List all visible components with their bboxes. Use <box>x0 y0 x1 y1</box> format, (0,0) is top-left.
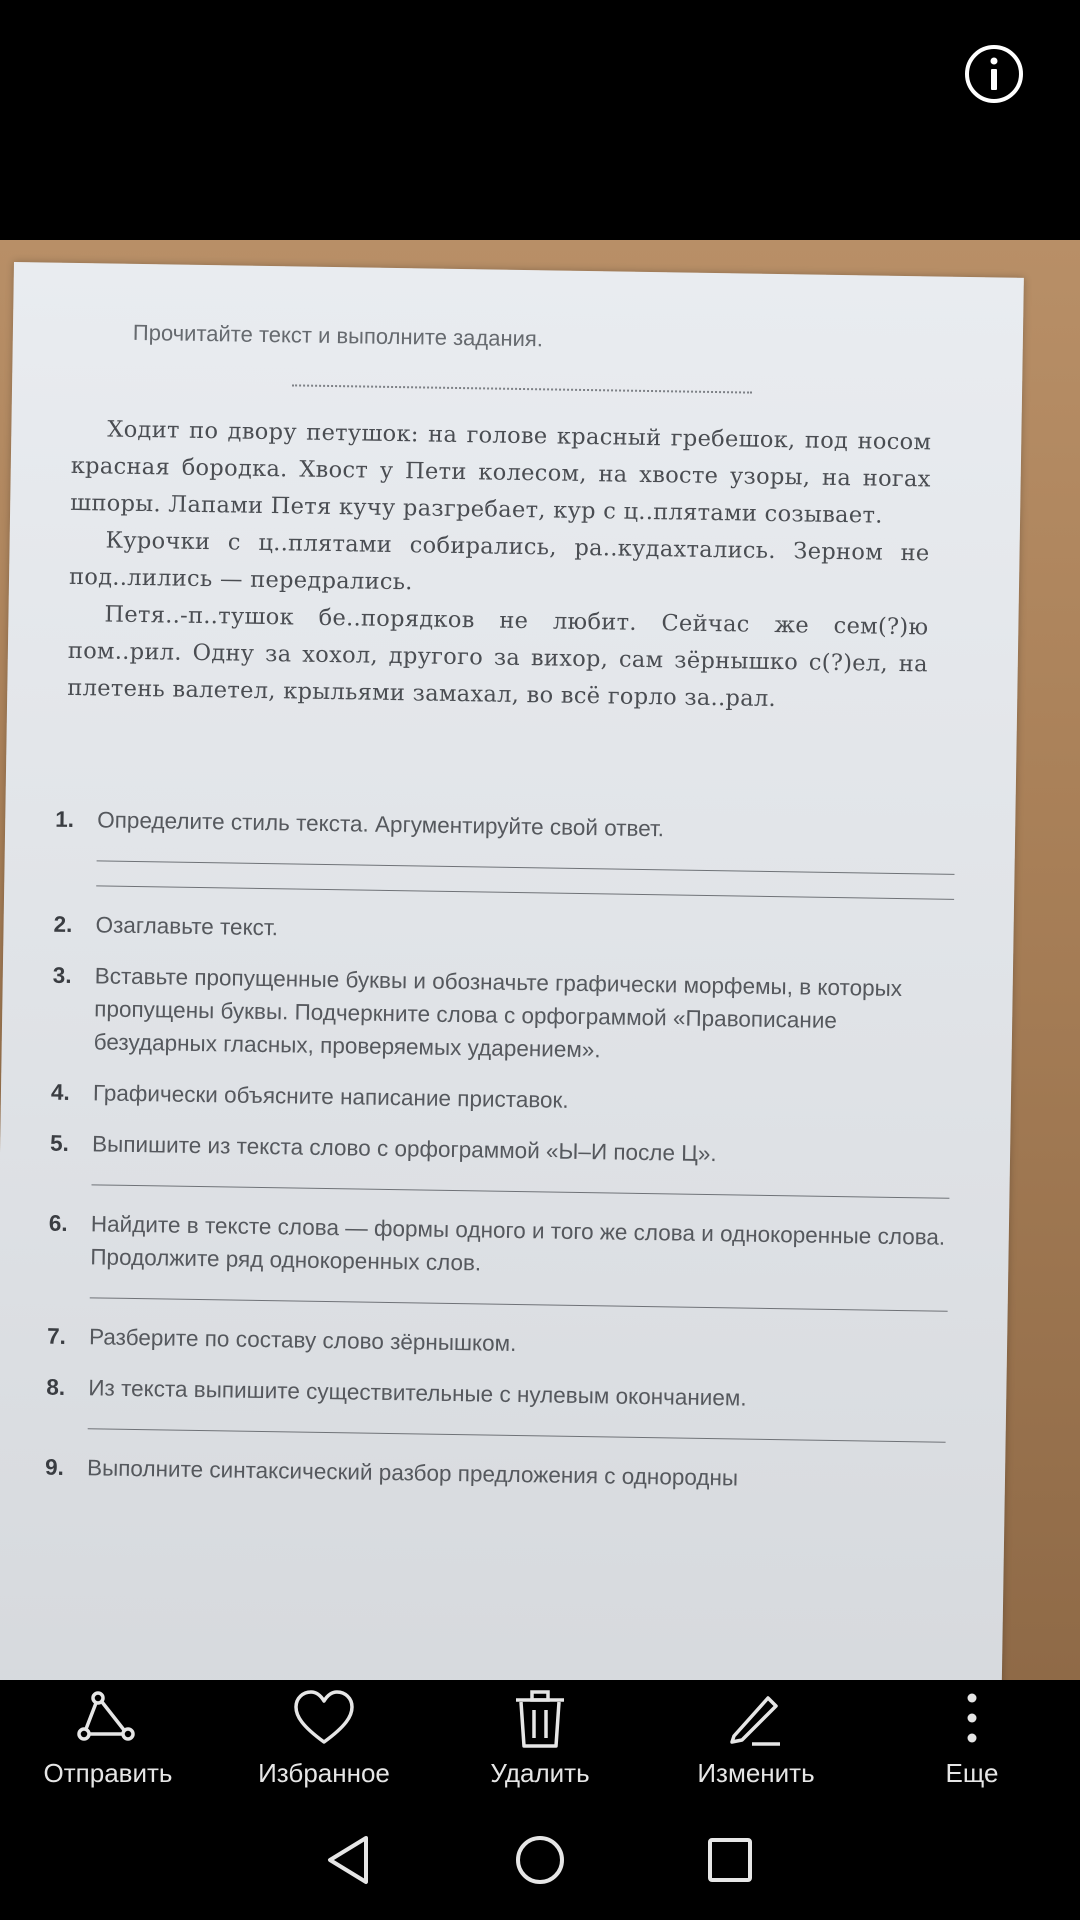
info-icon <box>962 42 1026 106</box>
task-item <box>53 908 953 955</box>
task-item <box>51 1076 951 1123</box>
system-navigation-bar <box>0 1800 1080 1920</box>
more-button[interactable] <box>864 1680 1080 1800</box>
task-item <box>52 959 953 1072</box>
answer-line <box>92 1184 950 1198</box>
task-item <box>55 803 955 850</box>
home-icon <box>512 1832 568 1888</box>
story-paragraph: Курочки с ц..плятами собирались, ра..кудахтались. Зерном не под..лились — передрались. <box>68 527 930 596</box>
answer-line <box>97 860 955 874</box>
back-icon <box>322 1832 378 1888</box>
task-number: 7. <box>46 1323 67 1349</box>
task-number: 4. <box>50 1079 70 1105</box>
trash-icon <box>508 1688 572 1752</box>
task-number: 8. <box>46 1374 66 1400</box>
edit-label: Изменить <box>697 1758 815 1788</box>
delete-label: Удалить <box>490 1758 590 1788</box>
task-text: Выпишите из текста слово с орфограммой «Ы–И после Ц». <box>91 1131 717 1167</box>
task-item <box>47 1320 947 1367</box>
task-text: Разберите по составу слово зёрнышком. <box>88 1324 517 1357</box>
answer-line <box>88 1428 946 1442</box>
send-button[interactable] <box>0 1680 216 1800</box>
share-icon <box>76 1688 140 1752</box>
heart-icon <box>292 1688 356 1752</box>
worksheet-heading: Прочитайте текст и выполните задания. <box>132 319 544 352</box>
back-button[interactable] <box>255 1810 445 1910</box>
pencil-icon <box>724 1688 788 1752</box>
favorite-label: Избранное <box>258 1758 390 1788</box>
worksheet-paper <box>0 262 1024 1680</box>
task-number: 6. <box>48 1210 68 1236</box>
info-button[interactable] <box>962 42 1026 106</box>
more-label: Еще <box>945 1758 999 1788</box>
home-button[interactable] <box>445 1810 635 1910</box>
task-item <box>46 1371 946 1418</box>
task-text: Вставьте пропущенные буквы и обозначьте графически морфемы, в которых пропущены буквы. Подчеркните слова с орфограммой «Правописание безударных гласных, проверяемых ударением». <box>93 963 903 1063</box>
delete-button[interactable] <box>432 1680 648 1800</box>
answer-line <box>96 885 954 899</box>
task-number: 5. <box>49 1130 70 1156</box>
task-text: Найдите в тексте слова — формы одного и того же слова и однокоренные слова. Продолжите ряд однокоренных слов. <box>90 1211 946 1276</box>
task-text: Из текста выпишите существительные с нулевым окончанием. <box>88 1375 747 1411</box>
task-number: 2. <box>53 911 73 937</box>
task-list <box>45 803 956 1516</box>
recents-button[interactable] <box>635 1810 825 1910</box>
edit-button[interactable] <box>648 1680 864 1800</box>
task-item <box>45 1451 945 1498</box>
dotted-divider <box>292 384 752 393</box>
story-paragraph: Ходит по двору петушок: на голове красный гребешок, под носом красная бородка. Хвост у Пети колесом, на хвосте узоры, на ногах шпоры. Лапами Петя кучу разгребает, кур с ц..плятами созывает. <box>70 416 932 529</box>
task-number: 1. <box>55 806 75 833</box>
favorite-button[interactable] <box>216 1680 432 1800</box>
task-text: Определите стиль текста. Аргументируйте свой ответ. <box>97 807 665 842</box>
task-number: 9. <box>44 1454 65 1480</box>
task-text: Графически объясните написание приставок. <box>92 1080 569 1113</box>
task-text: Выполните синтаксический разбор предложения с однородны <box>86 1455 739 1491</box>
send-label: Отправить <box>43 1758 173 1788</box>
story-paragraph: Петя..-п..тушок бе..порядков не любит. Сейчас же сем(?)ю пом..рил. Одну за хохол, другого за вихор, сам зёрнышко с(?)ел, на плетень валетел, крыльями замахал, во всё горло за..рал. <box>67 601 929 713</box>
action-toolbar <box>0 1680 1080 1800</box>
task-item <box>50 1127 950 1174</box>
answer-line <box>90 1297 948 1311</box>
photo-viewer[interactable] <box>0 240 1080 1680</box>
task-text: Озаглавьте текст. <box>95 912 279 941</box>
task-item <box>48 1207 949 1287</box>
more-vertical-icon <box>940 1688 1004 1752</box>
story-text <box>67 411 932 720</box>
recents-icon <box>702 1832 758 1888</box>
task-number: 3. <box>52 962 72 988</box>
